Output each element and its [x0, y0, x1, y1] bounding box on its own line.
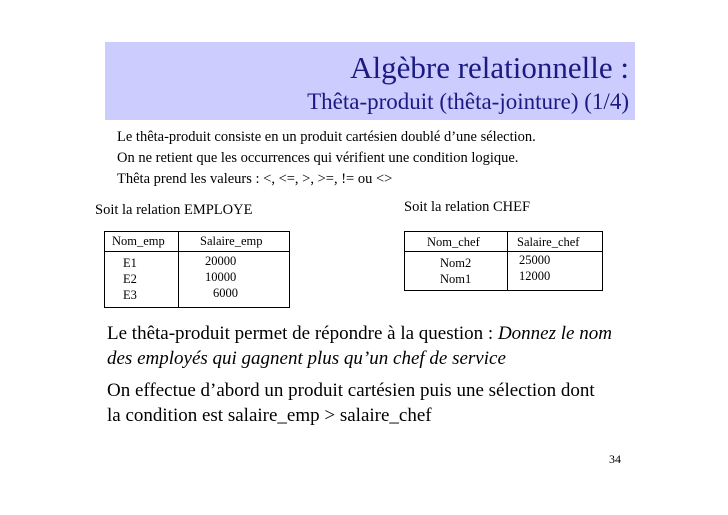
- chef-salary-cell: 25000: [519, 253, 551, 267]
- bullet-line-1: Le thêta-produit consiste en un produit cartésien doublé d’une sélection.: [117, 129, 536, 145]
- employe-salary-cell: 10000: [205, 270, 237, 284]
- employe-header-nom: Nom_emp: [112, 234, 165, 248]
- employe-column-divider: [178, 232, 179, 307]
- bullet-line-2: On ne retient que les occurrences qui vérifient une condition logique.: [117, 150, 519, 166]
- question-italic-2: des employés qui gagnent plus qu’un chef de service: [107, 348, 506, 369]
- conclusion-line-2: la condition est salaire_emp > salaire_chef: [107, 405, 432, 426]
- question-line-1: [107, 323, 612, 345]
- employe-label: Soit la relation EMPLOYE: [95, 202, 253, 218]
- employe-salary-cell: 20000: [205, 254, 237, 268]
- employe-name-cell: E2: [123, 272, 137, 286]
- employe-name-cell: E1: [123, 256, 137, 270]
- employe-table: [104, 231, 290, 308]
- employe-salary-cell: 6000: [213, 286, 238, 300]
- conclusion-line-1: On effectue d’abord un produit cartésien puis une sélection dont: [107, 380, 595, 401]
- title-banner: [105, 42, 635, 120]
- chef-column-divider: [507, 232, 508, 290]
- chef-name-cell: Nom2: [440, 256, 472, 270]
- chef-salary-cell: 12000: [519, 269, 551, 283]
- employe-name-cell: E3: [123, 288, 137, 302]
- chef-table: [404, 231, 603, 291]
- chef-header-nom: Nom_chef: [427, 235, 480, 249]
- slide-subtitle: Thêta-produit (thêta-jointure) (1/4): [307, 89, 629, 114]
- employe-header-salaire: Salaire_emp: [200, 234, 263, 248]
- question-italic-1: Donnez le nom: [497, 323, 612, 344]
- bullet-line-3: Thêta prend les valeurs : <, <=, >, >=, != ou <>: [117, 171, 393, 187]
- question-line-2: [107, 348, 506, 370]
- page-number: 34: [609, 452, 621, 466]
- question-prefix: Le thêta-produit permet de répondre à la question :: [107, 323, 498, 344]
- slide-title: Algèbre relationnelle :: [350, 50, 629, 85]
- chef-name-cell: Nom1: [440, 272, 472, 286]
- chef-header-salaire: Salaire_chef: [517, 235, 580, 249]
- chef-label: Soit la relation CHEF: [404, 199, 531, 215]
